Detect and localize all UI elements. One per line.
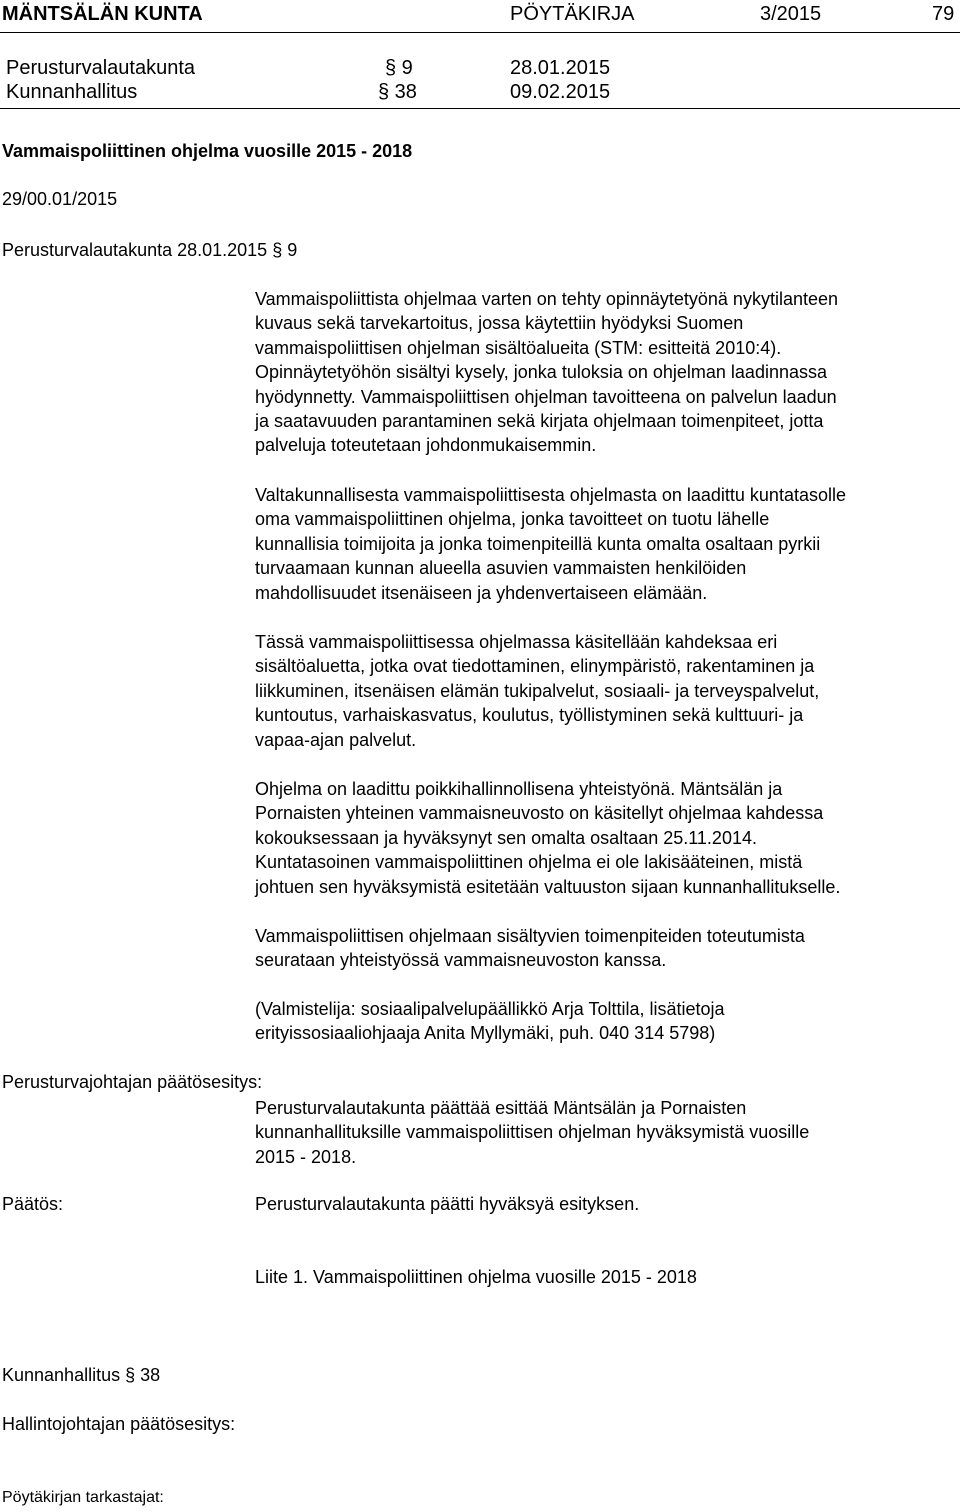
header-divider	[0, 32, 960, 33]
paragraph-line: kokouksessaan ja hyväksynyt sen omalta osaltaan 25.11.2014.	[255, 827, 757, 848]
paragraph-line: palveluja toteutetaan johdonmukaisemmin.	[255, 435, 597, 456]
paragraph-line: erityissosiaaliohjaaja Anita Myllymäki, puh. 040 314 5798)	[255, 1023, 716, 1044]
paragraph-line: Opinnäytetyöhön sisältyi kysely, jonka tuloksia on ohjelman laadinnassa	[255, 362, 827, 383]
paragraph-line: kuvaus sekä tarvekartoitus, jossa käytettiin hyödyksi Suomen	[255, 313, 744, 334]
paragraph	[255, 483, 955, 605]
section-reference: Perusturvalautakunta 28.01.2015 § 9	[2, 240, 298, 260]
organization-name: MÄNTSÄLÄN KUNTA	[2, 3, 203, 25]
meeting-date: 09.02.2015	[510, 81, 611, 103]
board-reference: Kunnanhallitus § 38	[2, 1365, 161, 1385]
paragraph	[255, 924, 955, 973]
proposal-label: Perusturvajohtajan päätösesitys:	[2, 1072, 263, 1092]
decision-text: Perusturvalautakunta päätti hyväksyä esityksen.	[255, 1194, 640, 1214]
decision-label: Päätös:	[2, 1194, 64, 1214]
meeting-body: Kunnanhallitus	[6, 81, 138, 103]
director-proposal-label: Hallintojohtajan päätösesitys:	[2, 1414, 236, 1434]
paragraph-line: kuntoutus, varhaiskasvatus, koulutus, työllistyminen sekä kulttuuri- ja	[255, 705, 804, 726]
paragraph-line: seurataan yhteistyössä vammaisneuvoston kanssa.	[255, 950, 667, 971]
meeting-section: § 38	[378, 81, 417, 103]
proposal-line: 2015 - 2018.	[255, 1146, 357, 1167]
paragraph	[255, 997, 955, 1046]
paragraph-line: johtuen sen hyväksymistä esitetään valtuuston sijaan kunnanhallitukselle.	[255, 876, 841, 897]
document-title: Vammaispoliittinen ohjelma vuosille 2015 - 2018	[2, 141, 413, 161]
paragraph-line: Pornaisten yhteinen vammaisneuvosto on käsitellyt ohjelmaa kahdessa	[255, 803, 824, 824]
proposal-line: kunnanhallituksille vammaispoliittisen ohjelman hyväksymistä vuosille	[255, 1122, 810, 1143]
page-number: 79	[932, 3, 955, 25]
paragraph	[255, 287, 955, 458]
meeting-date: 28.01.2015	[510, 57, 611, 79]
paragraph-line: Vammaispoliittisen ohjelmaan sisältyvien toimenpiteiden toteutumista	[255, 926, 805, 946]
paragraph-line: ja saatavuuden parantaminen sekä kirjata ohjelmaan toimenpiteet, jotta	[255, 411, 824, 432]
paragraph-line: turvaamaan kunnan alueella asuvien vammaisten henkilöiden	[255, 558, 747, 579]
proposal-text	[255, 1096, 955, 1169]
meeting-section: § 9	[385, 57, 413, 79]
paragraph-line: vammaispoliittisen ohjelman sisältöalueita (STM: esitteitä 2010:4).	[255, 337, 782, 358]
paragraph-line: Vammaispoliittista ohjelmaa varten on tehty opinnäytetyönä nykytilanteen	[255, 289, 838, 309]
paragraph-line: liikkuminen, itsenäisen elämän tukipalvelut, sosiaali- ja terveyspalvelut,	[255, 680, 820, 701]
paragraph-line: hyödynnetty. Vammaispoliittisen ohjelman tavoitteena on palvelun laadun	[255, 386, 837, 407]
proposal-line: Perusturvalautakunta päättää esittää Mäntsälän ja Pornaisten	[255, 1098, 747, 1118]
minutes-checkers-label: Pöytäkirjan tarkastajat:	[2, 1489, 164, 1506]
attachment-reference: Liite 1. Vammaispoliittinen ohjelma vuosille 2015 - 2018	[255, 1267, 697, 1287]
document-type: PÖYTÄKIRJA	[510, 3, 635, 25]
paragraph-line: Kuntatasoinen vammaispoliittinen ohjelma ei ole lakisääteinen, mistä	[255, 852, 803, 873]
paragraph-line: Valtakunnallisesta vammaispoliittisesta ohjelmasta on laadittu kuntatasolle	[255, 485, 846, 505]
paragraph	[255, 630, 955, 752]
paragraph-line: kunnallisia toimijoita ja jonka toimenpiteillä kunta omalta osaltaan pyrkii	[255, 533, 821, 554]
paragraph-line: mahdollisuudet itsenäiseen ja yhdenvertaiseen elämään.	[255, 582, 708, 603]
paragraph-line: oma vammaispoliittinen ohjelma, jonka tavoitteet on tuotu lähelle	[255, 509, 770, 530]
paragraph	[255, 777, 955, 899]
paragraph-line: (Valmistelija: sosiaalipalvelupäällikkö Arja Tolttila, lisätietoja	[255, 999, 725, 1019]
paragraph-line: vapaa-ajan palvelut.	[255, 729, 417, 750]
meeting-body: Perusturvalautakunta	[6, 57, 196, 79]
paragraph-line: sisältöaluetta, jotka ovat tiedottaminen, elinympäristö, rakentaminen ja	[255, 656, 815, 677]
meeting-divider	[0, 108, 960, 109]
paragraph-line: Ohjelma on laadittu poikkihallinnollisena yhteistyönä. Mäntsälän ja	[255, 779, 783, 799]
diary-number: 29/00.01/2015	[2, 189, 118, 209]
paragraph-line: Tässä vammaispoliittisessa ohjelmassa käsitellään kahdeksaa eri	[255, 632, 778, 652]
document-issue: 3/2015	[760, 3, 822, 25]
